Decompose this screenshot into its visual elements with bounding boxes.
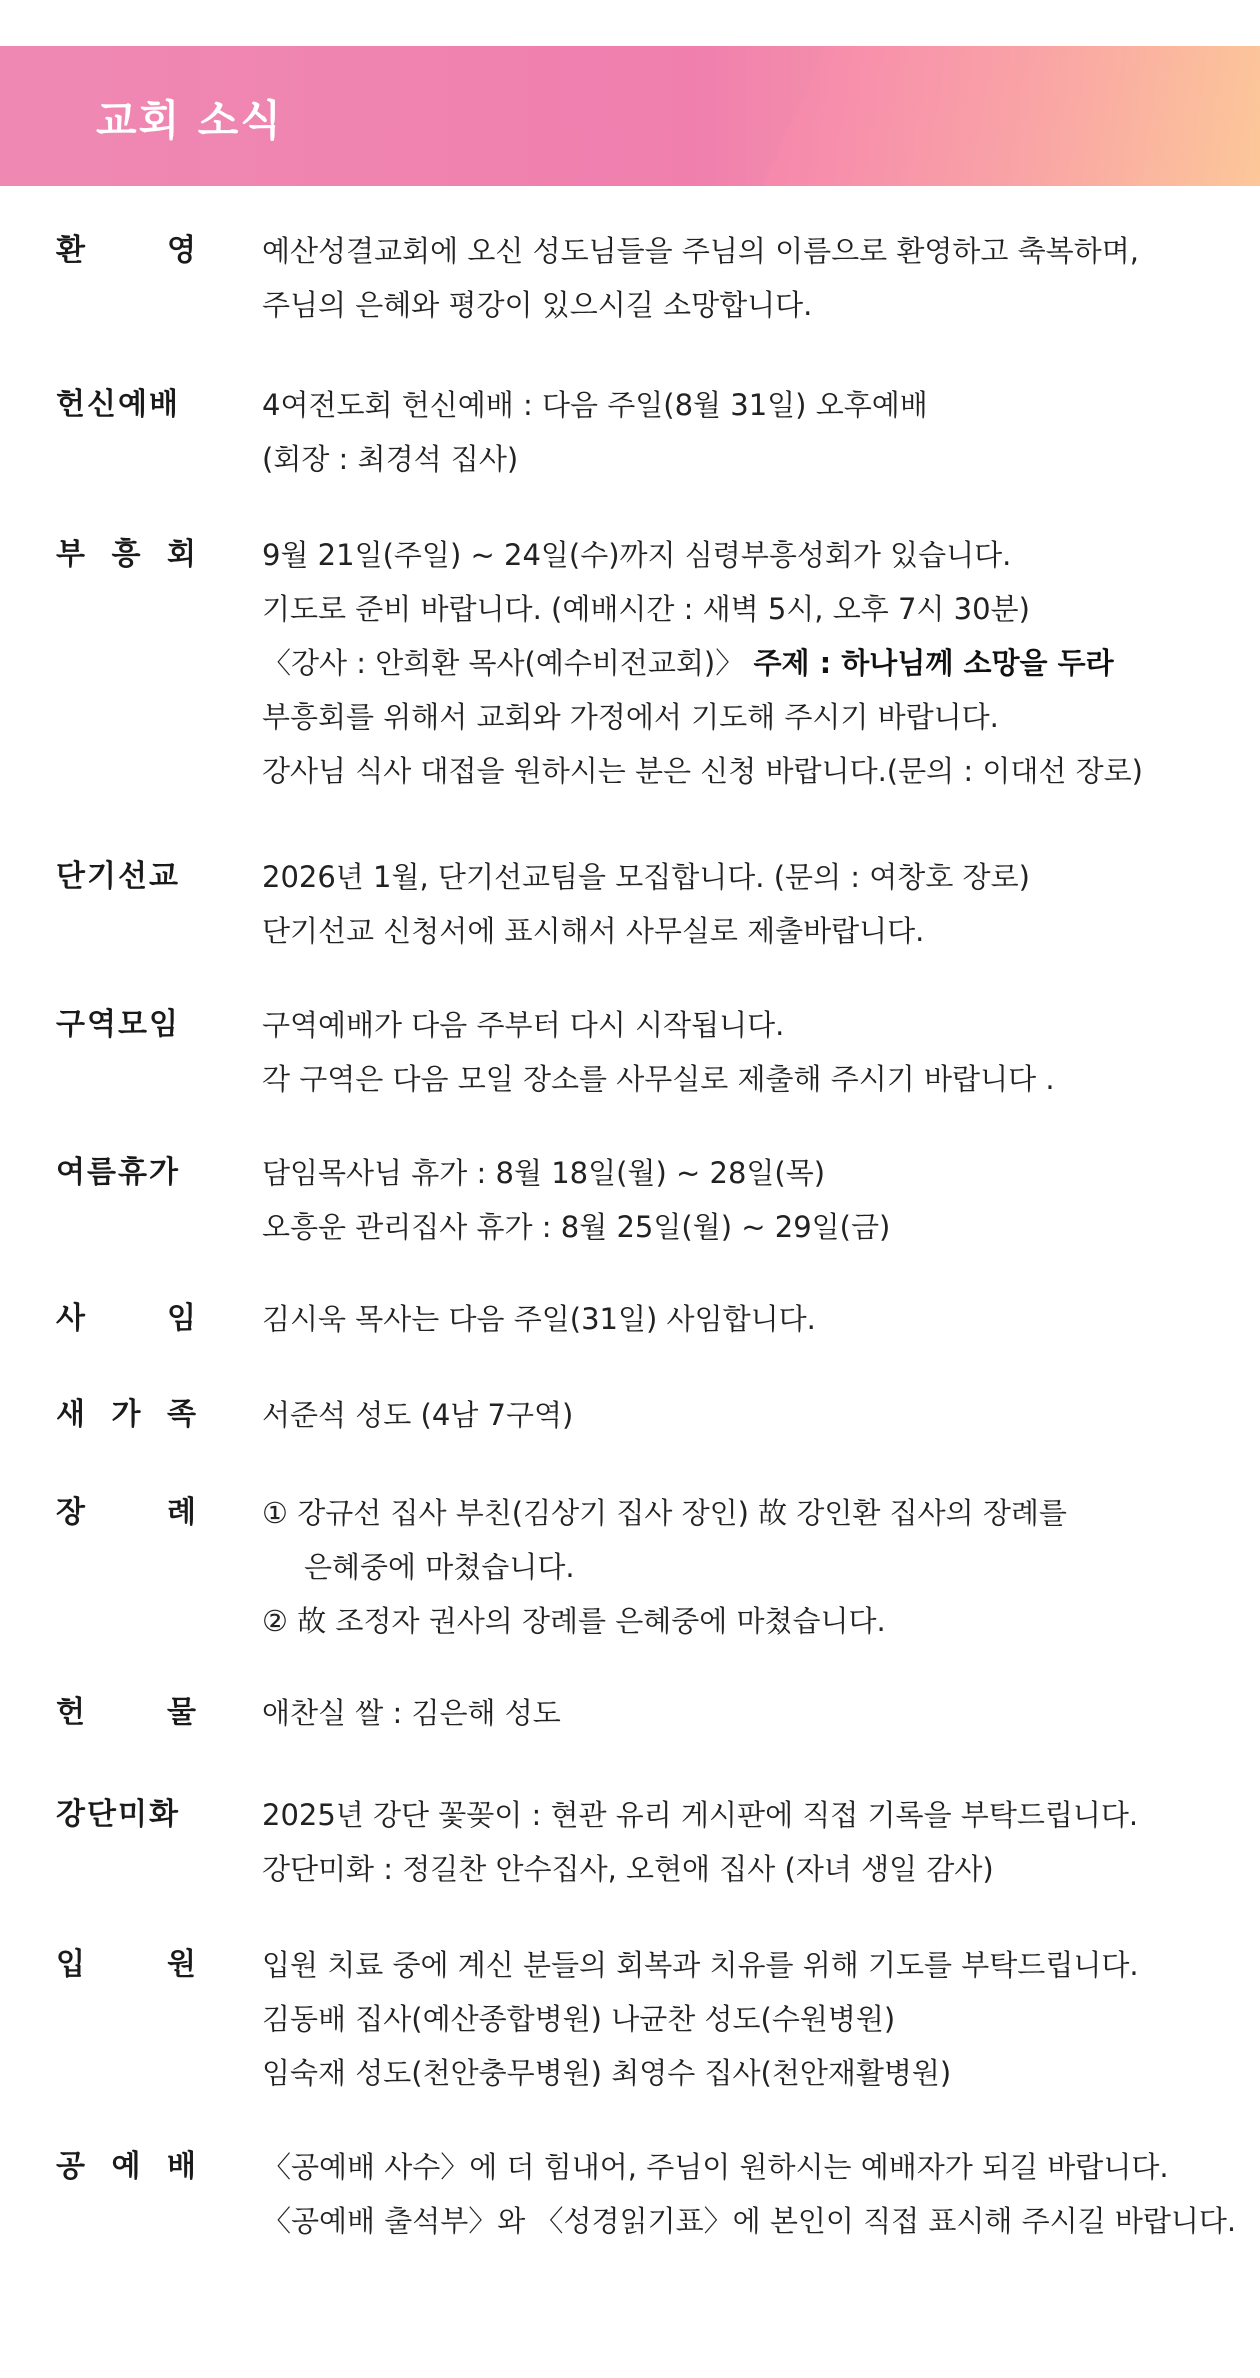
- section-label-char: 사: [56, 1301, 85, 1336]
- section-body: [262, 1292, 1222, 1346]
- text-line: 김시욱 목사는 다음 주일(31일) 사임합니다.: [262, 1302, 816, 1336]
- text-line: 〈공예배 사수〉에 더 힘내어, 주님이 원하시는 예배자가 되길 바랍니다.: [262, 2150, 1169, 2184]
- section-body: [262, 528, 1222, 798]
- section-body: [262, 1686, 1222, 1740]
- section-label-char: 가: [111, 1397, 141, 1432]
- text-line: ② 故 조정자 권사의 장례를 은혜중에 마쳤습니다.: [262, 1604, 886, 1638]
- section-label-char: 부: [56, 537, 85, 572]
- page-title: 교회 소식: [96, 96, 283, 145]
- text-line: 입원 치료 중에 계신 분들의 회복과 치유를 위해 기도를 부탁드립니다.: [262, 1948, 1139, 1982]
- section-label-char: 배: [167, 2149, 196, 2184]
- section-label: [56, 532, 196, 578]
- text-line: ① 강규선 집사 부친(김상기 집사 장인) 故 강인환 집사의 장례를: [262, 1496, 1067, 1530]
- text-line: 각 구역은 다음 모일 장소를 사무실로 제출해 주시기 바랍니다 .: [262, 1062, 1055, 1096]
- section-label: [56, 1490, 196, 1536]
- text-line: 은혜중에 마쳤습니다.: [304, 1550, 575, 1584]
- section-label-char: 헌: [56, 1695, 85, 1730]
- section-label-char: 입: [56, 1947, 85, 1982]
- section-label: 헌신예배: [56, 387, 180, 422]
- text-line: 애찬실 쌀 : 김은해 성도: [262, 1696, 561, 1730]
- section-label-char: 흥: [111, 537, 141, 572]
- section-body: [262, 1388, 1222, 1442]
- section-body: [262, 850, 1222, 958]
- text-line: 부흥회를 위해서 교회와 가정에서 기도해 주시기 바랍니다.: [262, 700, 999, 734]
- section-label-char: 새: [56, 1397, 85, 1432]
- section-label-char: 물: [167, 1695, 196, 1730]
- section-body: [262, 2140, 1237, 2248]
- section-body: [262, 1146, 1222, 1254]
- text-line: 9월 21일(주일) ~ 24일(수)까지 심령부흥성회가 있습니다.: [262, 538, 1012, 572]
- section-label: [56, 1296, 196, 1342]
- section-label: [56, 1942, 196, 1988]
- text-line: 〈공예배 출석부〉와 〈성경읽기표〉에 본인이 직접 표시해 주시길 바랍니다.: [262, 2204, 1237, 2238]
- text-line: 2025년 강단 꽃꽂이 : 현관 유리 게시판에 직접 기록을 부탁드립니다.: [262, 1798, 1139, 1832]
- text-line: 예산성결교회에 오신 성도님들을 주님의 이름으로 환영하고 축복하며,: [262, 234, 1139, 268]
- section-body: [262, 224, 1222, 332]
- section-label: 단기선교: [56, 859, 180, 894]
- section-label-char: 족: [167, 1397, 196, 1432]
- section-label: [56, 1392, 196, 1438]
- text-line: 강단미화 : 정길찬 안수집사, 오현애 집사 (자녀 생일 감사): [262, 1852, 994, 1886]
- text-line: 오흥운 관리집사 휴가 : 8월 25일(월) ~ 29일(금): [262, 1210, 891, 1244]
- section-label: [56, 1690, 196, 1736]
- text-line: 단기선교 신청서에 표시해서 사무실로 제출바랍니다.: [262, 914, 925, 948]
- section-label: 여름휴가: [56, 1155, 180, 1190]
- section-label: 구역모임: [56, 1007, 180, 1042]
- text-line: 강사님 식사 대접을 원하시는 분은 신청 바랍니다.(문의 : 이대선 장로): [262, 754, 1143, 788]
- section-label: [56, 228, 196, 274]
- text-line: 주님의 은혜와 평강이 있으시길 소망합니다.: [262, 288, 813, 322]
- section-label: 강단미화: [56, 1797, 180, 1832]
- text-line: 담임목사님 휴가 : 8월 18일(월) ~ 28일(목): [262, 1156, 826, 1190]
- section-body: [262, 378, 1222, 486]
- text-line: [262, 636, 1222, 690]
- section-body: [262, 1938, 1222, 2100]
- section-label: [56, 2144, 196, 2190]
- section-body: [262, 1486, 1222, 1648]
- text-line: 임숙재 성도(천안충무병원) 최영수 집사(천안재활병원): [262, 2056, 952, 2090]
- section-label-char: 회: [167, 537, 196, 572]
- section-label-char: 원: [167, 1947, 196, 1982]
- section-label-char: 예: [111, 2149, 141, 2184]
- text-line: 기도로 준비 바랍니다. (예배시간 : 새벽 5시, 오후 7시 30분): [262, 592, 1030, 626]
- section-label-char: 례: [167, 1495, 196, 1530]
- text-line: 2026년 1월, 단기선교팀을 모집합니다. (문의 : 여창호 장로): [262, 860, 1030, 894]
- section-body: [262, 1788, 1222, 1896]
- text-line: (회장 : 최경석 집사): [262, 442, 519, 476]
- section-label-char: 환: [56, 233, 85, 268]
- section-label-char: 장: [56, 1495, 85, 1530]
- text-line: 서준석 성도 (4남 7구역): [262, 1398, 574, 1432]
- text-line: 김동배 집사(예산종합병원) 나균찬 성도(수원병원): [262, 2002, 896, 2036]
- section-label-char: 영: [167, 233, 196, 268]
- section-label-char: 임: [167, 1301, 196, 1336]
- speaker-text: 〈강사 : 안희환 목사(예수비전교회)〉: [262, 646, 745, 680]
- section-label-char: 공: [56, 2149, 85, 2184]
- text-line: 구역예배가 다음 주부터 다시 시작됩니다.: [262, 1008, 785, 1042]
- text-line: 4여전도회 헌신예배 : 다음 주일(8월 31일) 오후예배: [262, 388, 928, 422]
- section-body: [262, 998, 1222, 1106]
- theme-text: 주제 : 하나님께 소망을 두라: [753, 646, 1114, 680]
